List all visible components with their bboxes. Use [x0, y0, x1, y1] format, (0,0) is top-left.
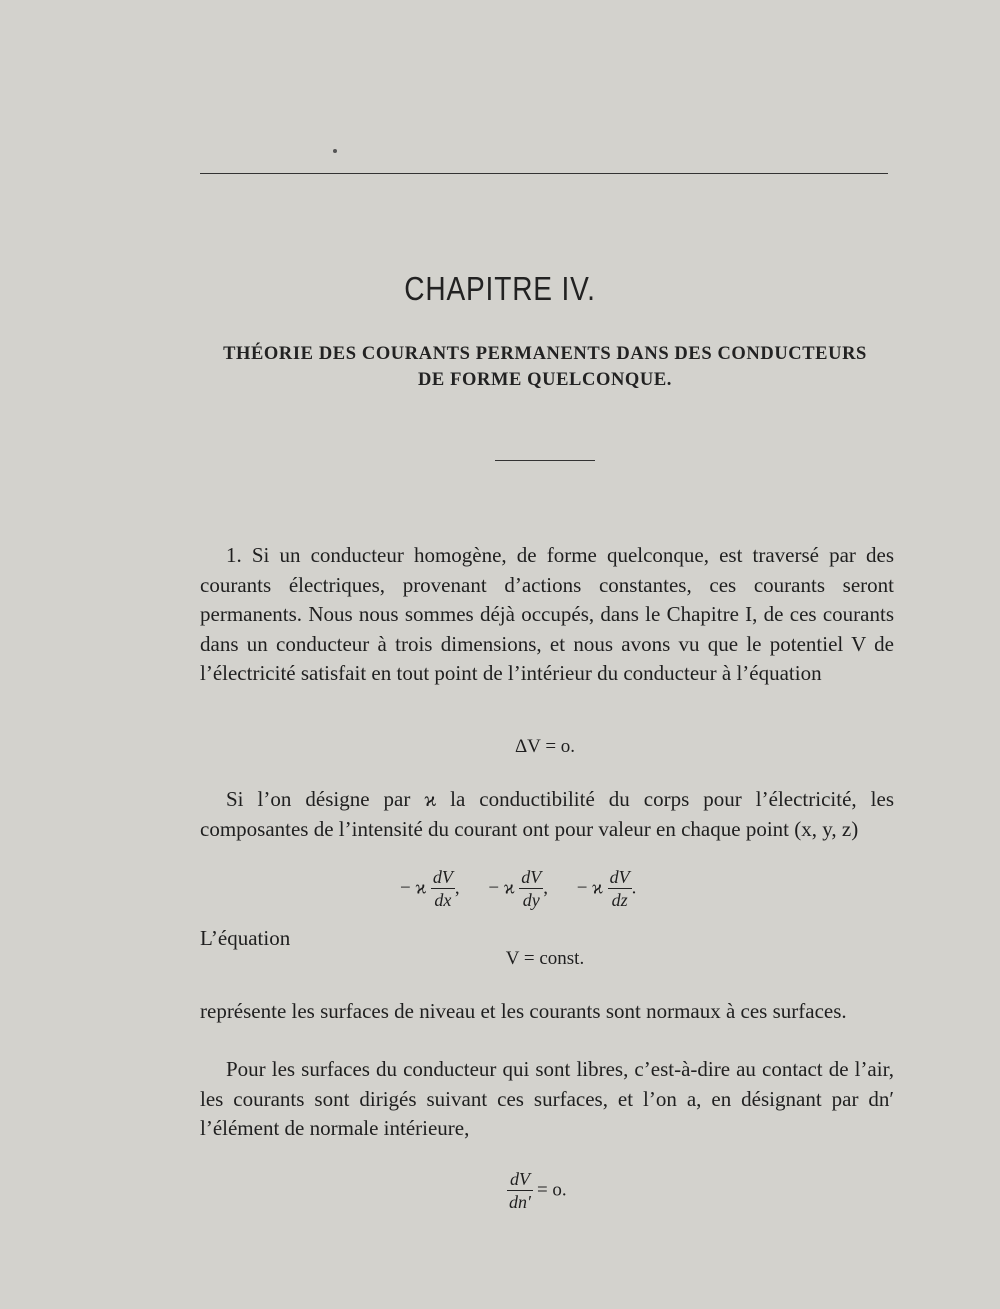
section-divider — [495, 460, 595, 461]
subtitle-line-1: THÉORIE DES COURANTS PERMANENTS DANS DES CONDUCTEURS — [223, 344, 867, 364]
equation-boundary: $\frac{dV}{dn'}$ = o. — [509, 1169, 567, 1212]
fraction: $\frac{dV}{dz}$ — [609, 867, 630, 910]
paragraph-3: représente les surfaces de niveau et les courants sont normaux à ces surfaces. — [200, 999, 847, 1023]
equation-label: L’équation — [200, 926, 291, 950]
subtitle-line-2: DE FORME QUELCONQUE. — [417, 370, 673, 390]
chapter-title: CHAPITRE IV. — [404, 270, 596, 307]
paragraph-2: Si l’on désigne par ϰ la conductibilité du corps pour l’électricité, les composantes de l’intensité du courant ont pour valeur en chaque point (x, y, z) — [200, 787, 894, 841]
component-z: − ϰ $\frac{dV}{dz}$ . — [576, 867, 637, 910]
component-y: − ϰ $\frac{dV}{dy}$ , — [488, 867, 548, 910]
header-rule — [200, 173, 888, 174]
component-x: − ϰ $\frac{dV}{dx}$ , — [400, 867, 460, 910]
paragraph-1: 1. Si un conducteur homogène, de forme quelconque, est traversé par des courants électriques, provenant d’actions constantes, ces courants seront permanents. Nous nous sommes déjà occupés, dans le Chapitre I, de ces courants dans un conducteur à trois dimensions, et nous avons vu que le potentiel V de l’électricité satisfait en tout point de l’intérieur du conducteur à l’équation — [200, 543, 894, 685]
fraction: $\frac{dV}{dy}$ — [521, 867, 542, 910]
equation-level-surface: V = const. — [505, 948, 585, 969]
paragraph-4: Pour les surfaces du conducteur qui sont libres, c’est-à-dire au contact de l’air, les courants sont dirigés suivant ces surfaces, et l’on a, en désignant par dn′ l’élément de normale intérieure, — [200, 1057, 894, 1140]
ink-speck — [333, 149, 337, 153]
fraction: $\frac{dV}{dn'}$ — [509, 1169, 531, 1212]
chapter-subtitle — [200, 341, 890, 393]
current-components — [400, 866, 660, 911]
fraction: $\frac{dV}{dx}$ — [432, 867, 453, 910]
equation-laplace: ΔV = o. — [514, 736, 576, 757]
